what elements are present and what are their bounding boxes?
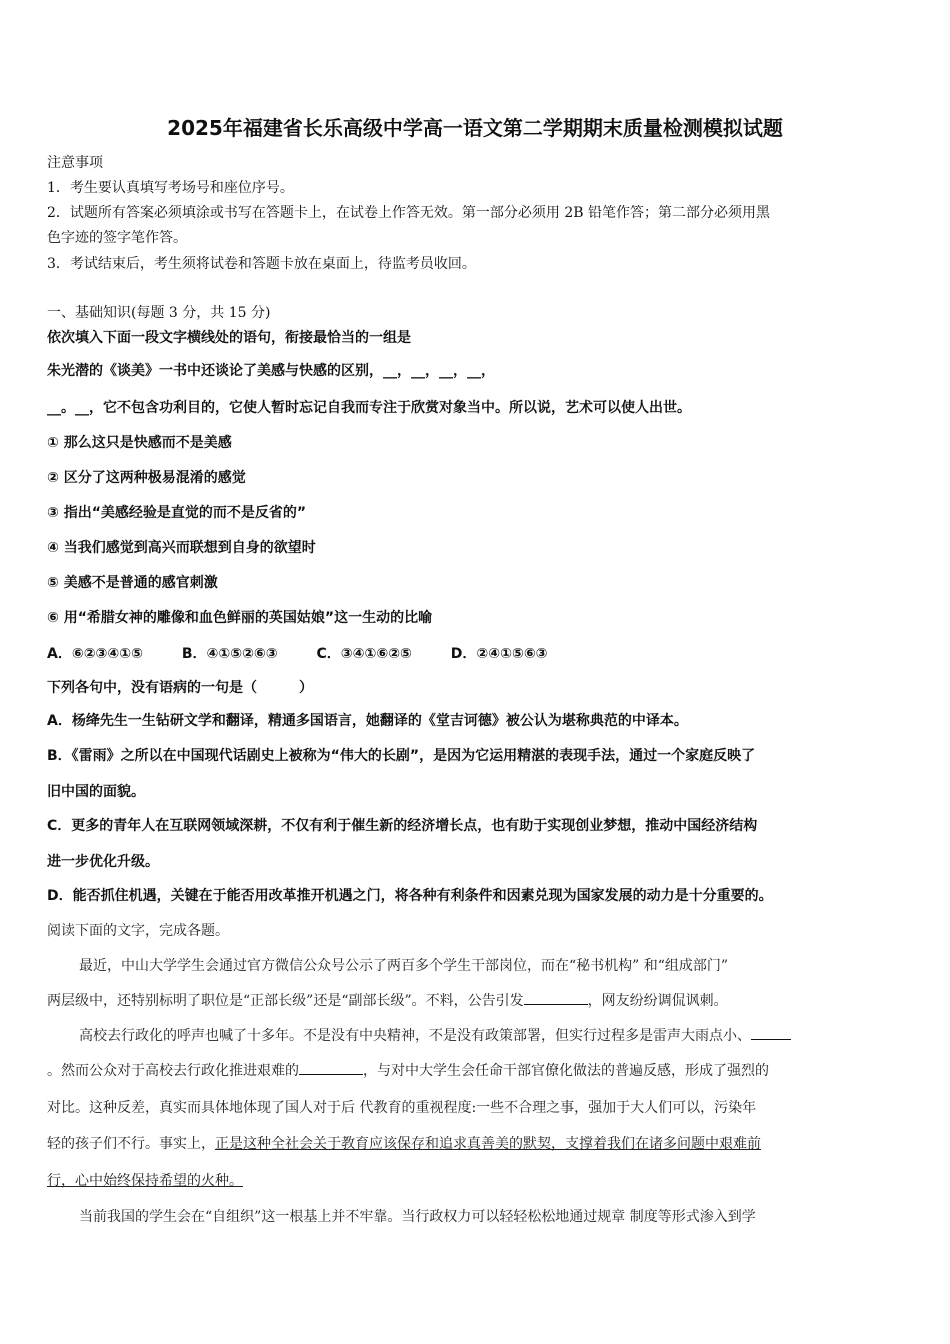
notice-heading: 注意事项 bbox=[47, 155, 103, 171]
underlined-sentence: 正是这种全社会关于教育应该保存和追求真善美的默契，支撑着我们在诸多问题中艰难前 bbox=[215, 1136, 761, 1152]
notice-item-1: 1．考生要认真填写考场号和座位序号。 bbox=[47, 180, 294, 196]
passage-p3-line-1: 当前我国的学生会在“自组织”这一根基上并不牢靠。当行政权力可以轻轻松松地通过规章 制度等形式渗入到学 bbox=[79, 1209, 756, 1225]
notice-item-3: 3．考试结束后，考生须将试卷和答题卡放在桌面上，待监考员收回。 bbox=[47, 256, 476, 272]
answer-blank[interactable] bbox=[751, 1027, 791, 1040]
section-1-heading: 一、基础知识(每题 3 分，共 15 分) bbox=[47, 305, 271, 321]
question-1-item-5: ⑤ 美感不是普通的感官刺激 bbox=[47, 575, 218, 591]
option-c[interactable]: C．③④①⑥②⑤ bbox=[316, 646, 412, 662]
answer-blank[interactable] bbox=[524, 992, 588, 1005]
question-2-option-a[interactable]: A．杨绛先生一生钻研文学和翻译，精通多国语言，她翻译的《堂吉诃德》被公认为堪称典范的中译本。 bbox=[47, 713, 688, 729]
question-1-item-1: ① 那么这只是快感而不是美感 bbox=[47, 435, 232, 451]
passage-p1-line-2-a: 两层级中，还特别标明了职位是“正部长级”还是“副部长级”。不料，公告引发 bbox=[47, 993, 524, 1009]
passage-p1-line-2-b: ，网友纷纷调侃讽刺。 bbox=[587, 993, 728, 1009]
passage-p1-line-2 bbox=[47, 990, 728, 1010]
question-1-text-line-2: __。__，它不包含功利目的，它使人暂时忘记自我而专注于欣赏对象当中。所以说，艺术可以使人出世。 bbox=[47, 400, 691, 416]
question-2-option-b-line-2: 旧中国的面貌。 bbox=[47, 784, 145, 800]
answer-blank[interactable] bbox=[299, 1062, 363, 1075]
notice-item-2-line-2: 色字迹的签字笔作答。 bbox=[47, 230, 187, 246]
passage-p2-line-2-b: ，与对中大学生会任命干部官僚化做法的普遍反感，形成了强烈的 bbox=[363, 1063, 769, 1079]
passage-p2-line-4-a: 轻的孩子们不行。事实上， bbox=[47, 1136, 215, 1152]
passage-p2-line-1 bbox=[79, 1025, 791, 1045]
question-1-options bbox=[47, 643, 582, 663]
question-2-stem: 下列各句中，没有语病的一句是（ ） bbox=[47, 680, 313, 696]
passage-p2-line-3: 对比。这种反差，真实而具体地体现了国人对于后 代教育的重视程度:一些不合理之事，强加于大人们可以，污染年 bbox=[47, 1100, 757, 1116]
passage-p2-line-2-a: 。然而公众对于高校去行政化推进艰难的 bbox=[47, 1063, 299, 1079]
option-b[interactable]: B．④①⑤②⑥③ bbox=[181, 646, 278, 662]
question-1-text-line-1: 朱光潜的《谈美》一书中还谈论了美感与快感的区别，__，__，__，__， bbox=[47, 363, 495, 379]
notice-item-2-line-1: 2．试题所有答案必须填涂或书写在答题卡上，在试卷上作答无效。第一部分必须用 2B 铅笔作答；第二部分必须用黑 bbox=[47, 205, 770, 221]
option-a[interactable]: A．⑥②③④①⑤ bbox=[47, 646, 143, 662]
question-2-option-c-line-1[interactable]: C．更多的青年人在互联网领域深耕，不仅有利于催生新的经济增长点，也有助于实现创业梦想，推动中国经济结构 bbox=[47, 818, 758, 834]
question-2-option-b-line-1[interactable]: B．《雷雨》之所以在中国现代话剧史上被称为“伟大的长剧”，是因为它运用精湛的表现手法，通过一个家庭反映了 bbox=[47, 748, 756, 764]
question-1-item-2: ② 区分了这两种极易混淆的感觉 bbox=[47, 470, 246, 486]
question-1-stem: 依次填入下面一段文字横线处的语句，衔接最恰当的一组是 bbox=[47, 330, 411, 346]
question-1-item-6: ⑥ 用“希腊女神的雕像和血色鲜丽的英国姑娘”这一生动的比喻 bbox=[47, 610, 433, 626]
reading-instruction: 阅读下面的文字，完成各题。 bbox=[47, 923, 229, 939]
passage-p2-line-1-text: 高校去行政化的呼声也喊了十多年。不是没有中央精神，不是没有政策部署，但实行过程多是雷声大雨点小、 bbox=[79, 1028, 751, 1044]
option-d[interactable]: D．②④①⑤⑥③ bbox=[450, 646, 548, 662]
question-2-option-d[interactable]: D．能否抓住机遇，关键在于能否用改革推开机遇之门，将各种有利条件和因素兑现为国家发展的动力是十分重要的。 bbox=[47, 888, 773, 904]
question-1-item-3: ③ 指出“美感经验是直觉的而不是反省的” bbox=[47, 505, 307, 521]
question-2-option-c-line-2: 进一步优化升级。 bbox=[47, 854, 159, 870]
passage-p2-line-5: 行，心中始终保持希望的火种。 bbox=[47, 1173, 243, 1189]
passage-p1-line-1: 最近，中山大学学生会通过官方微信公众号公示了两百多个学生干部岗位，而在“秘书机构” 和“组成部门” bbox=[79, 958, 729, 974]
question-1-item-4: ④ 当我们感觉到高兴而联想到自身的欲望时 bbox=[47, 540, 316, 556]
passage-p2-line-4 bbox=[47, 1133, 761, 1153]
page-title: 2025年福建省长乐高级中学高一语文第二学期期末质量检测模拟试题 bbox=[167, 116, 783, 140]
passage-p2-line-2 bbox=[47, 1060, 769, 1080]
